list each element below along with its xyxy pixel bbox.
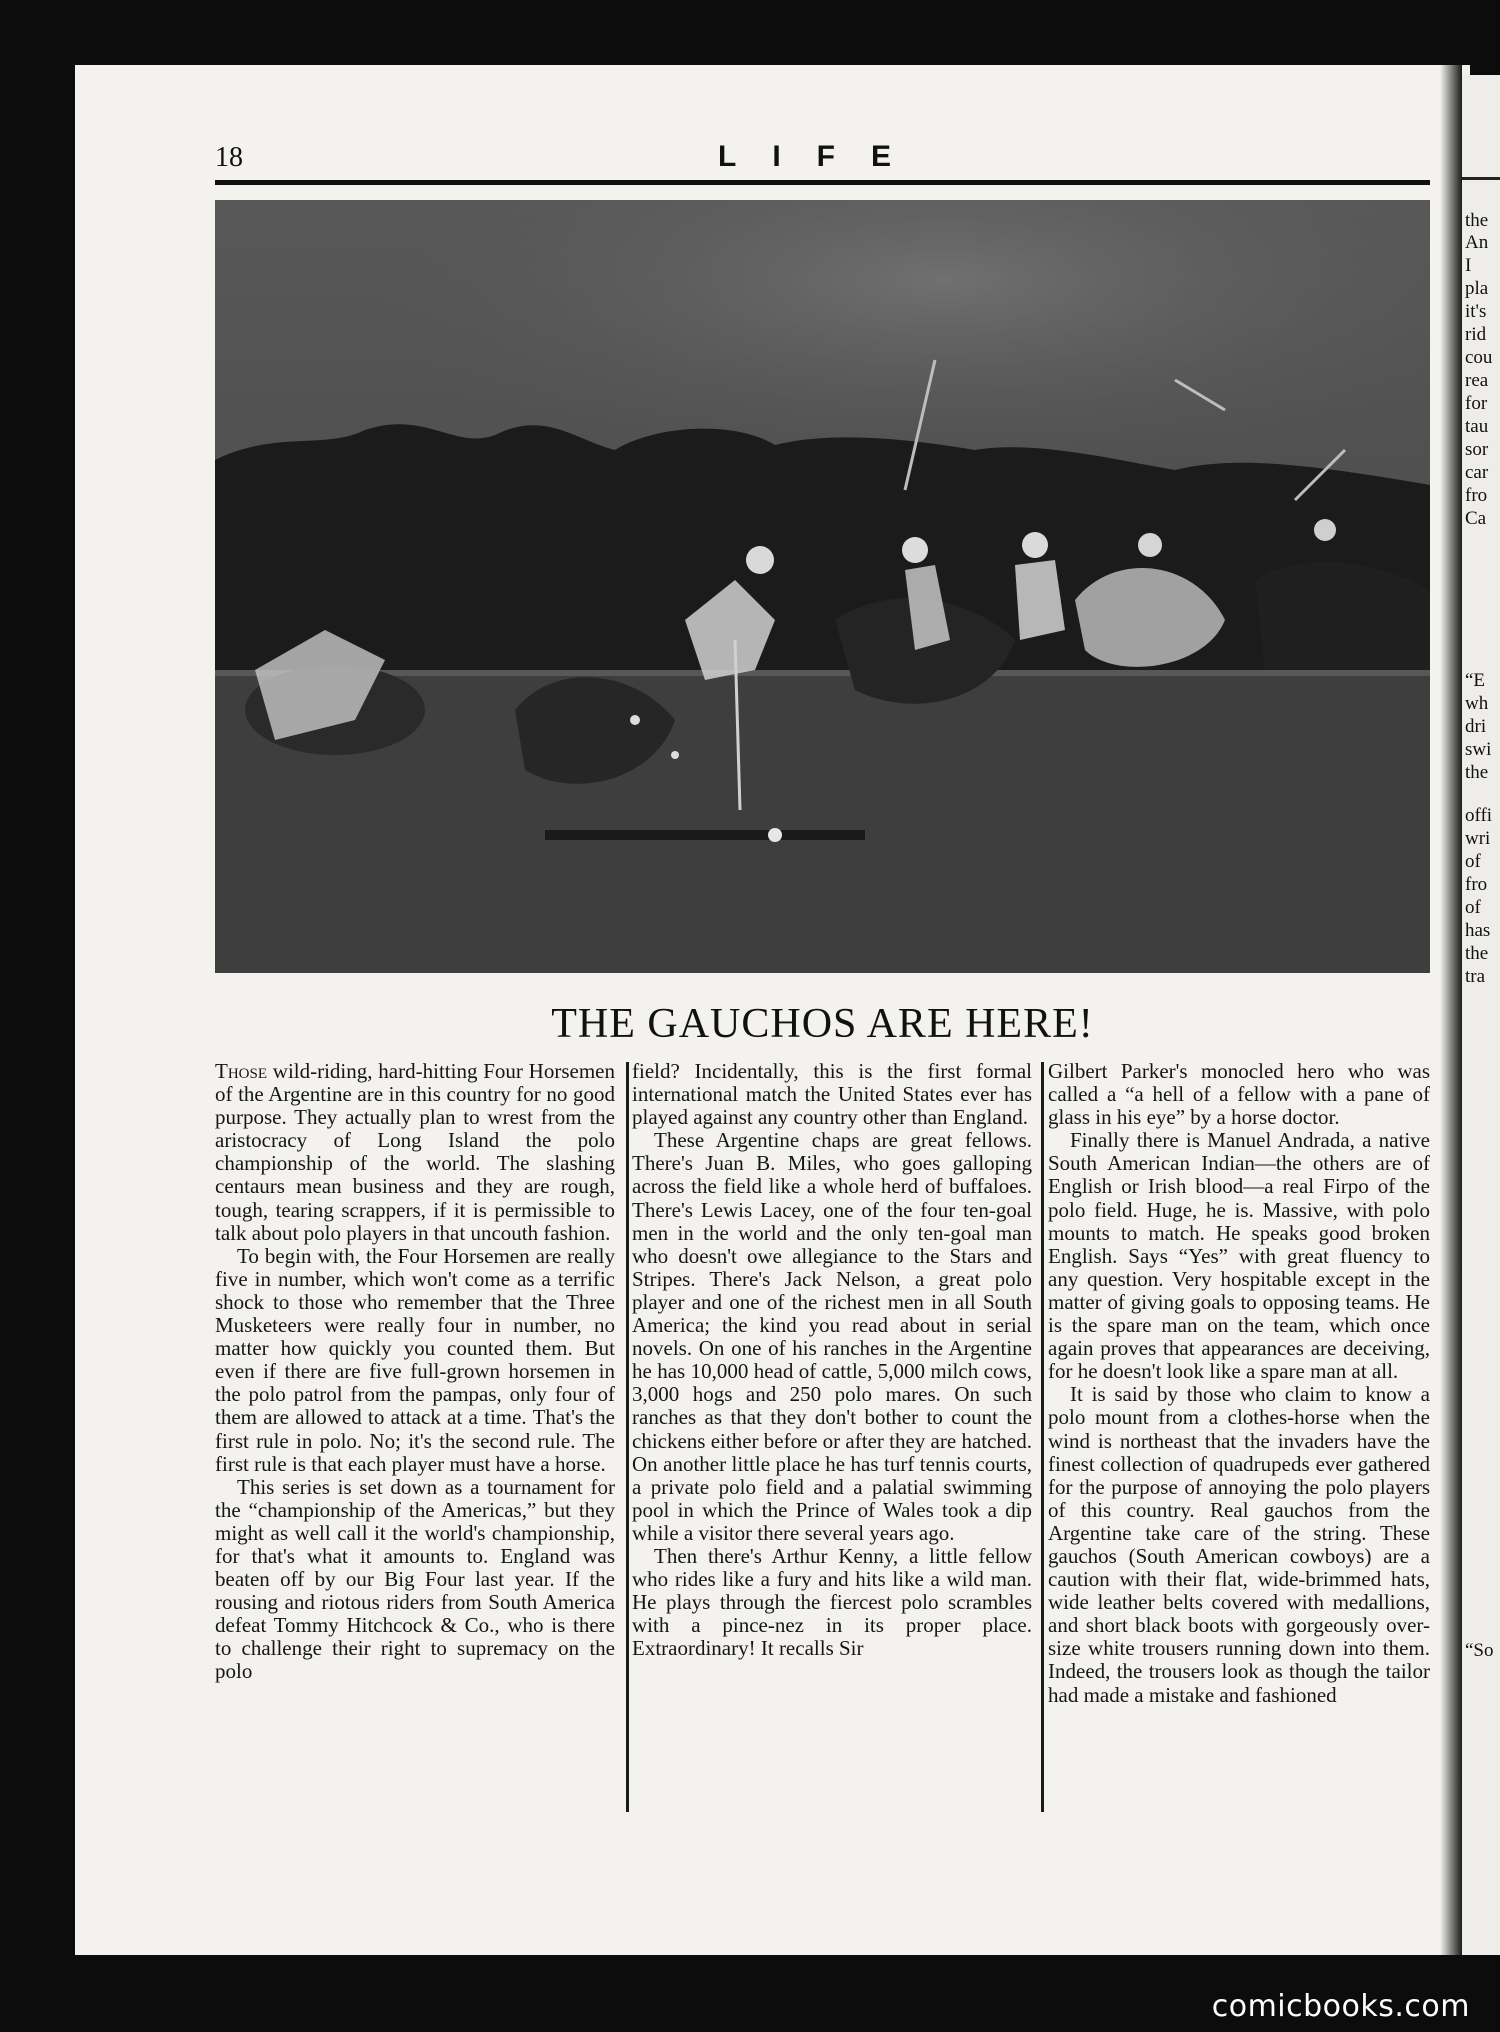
- adjacent-page-fragment: rid: [1465, 324, 1487, 345]
- adjacent-page-fragment: car: [1465, 462, 1489, 483]
- page-gutter: [1440, 65, 1462, 1955]
- adjacent-page-fragment: of: [1465, 851, 1481, 872]
- article-column-2: [632, 1060, 1032, 1660]
- page-number: 18: [215, 142, 243, 173]
- adjacent-page-fragment: wri: [1465, 828, 1491, 849]
- adjacent-page-fragment: the: [1465, 943, 1489, 964]
- article-paragraph: To begin with, the Four Horsemen are really five in number, which won't come as a terrific shock to those who remember that the Three Musketeers were really four in number, no matter how quickly you counted them. But even if there are five full-grown horsemen in the polo patrol from the pampas, only four of them are allowed to attack at a time. That's the first rule in polo. No; it's the second rule. The first rule is that each player must have a horse.: [215, 1243, 615, 1476]
- adjacent-page-fragment: of: [1465, 897, 1481, 918]
- column-divider: [1041, 1062, 1044, 1812]
- adjacent-page-rule: [1462, 177, 1500, 180]
- adjacent-page-fragment: wh: [1465, 693, 1489, 714]
- article-paragraph: [215, 1060, 615, 1245]
- adjacent-page-fragment: “So: [1465, 1640, 1494, 1661]
- adjacent-page-fragment: tra: [1465, 966, 1486, 987]
- adjacent-page-fragment: offi: [1465, 805, 1493, 826]
- magazine-title: LIFE: [718, 140, 927, 173]
- polo-players-illustration-icon: [215, 200, 1430, 973]
- header-rule: [215, 180, 1430, 185]
- adjacent-page-fragment: Ca: [1465, 508, 1487, 529]
- article-headline: THE GAUCHOS ARE HERE!: [551, 1001, 1094, 1047]
- adjacent-page-fragment: it's: [1465, 301, 1487, 322]
- adjacent-page-fragment: dri: [1465, 716, 1487, 737]
- article-paragraph: It is said by those who claim to know a polo mount from a clothes-horse when the wind is northeast that the invaders have the finest collection of quadrupeds ever gathered for the purpose of annoying the polo players of this country. Real gauchos from the Argentine take care of the string. These gauchos (South American cowboys) are a caution with their flat, wide-brimmed hats, wide leather belts covered with medallions, and short black boots with gorgeously over-size white trousers running down into them. Indeed, the trousers look as though the tailor had made a mistake and fashioned: [1048, 1382, 1430, 1707]
- adjacent-page-fragment: sor: [1465, 439, 1489, 460]
- page-header: [215, 142, 1430, 176]
- adjacent-page-fragment: the: [1465, 210, 1489, 231]
- article-paragraph: Finally there is Manuel Andrada, a native South American Indian—the others are of English or Irish blood—a real Firpo of the polo field. Huge, he is. Massive, with polo mounts to match. He speaks good broken English. Says “Yes” with great fluency to any question. Very hospitable except in the matter of giving goals to opposing teams. He is the spare man on the team, which once again proves that appearances are deceiving, for he doesn't look like a spare man at all.: [1048, 1128, 1430, 1384]
- adjacent-page-fragment: fro: [1465, 485, 1488, 506]
- adjacent-page-fragment: swi: [1465, 739, 1492, 760]
- adjacent-page-fragment: for: [1465, 393, 1488, 414]
- adjacent-page-fragment: “E: [1465, 670, 1486, 691]
- article-paragraph: This series is set down as a tournament for the “championship of the Americas,” but they might as well call it the world's championship, for that's what it amounts to. England was beaten off by our Big Four last year. If the rousing and riotous riders from South America defeat Tommy Hitchcock & Co., who is there to challenge their right to supremacy on the polo: [215, 1474, 615, 1684]
- column-divider: [626, 1062, 629, 1812]
- adjacent-page-strip: [1462, 75, 1500, 1955]
- adjacent-page-fragment: I: [1465, 255, 1472, 276]
- article-lead-word: Those: [215, 1059, 267, 1083]
- adjacent-page-fragment: An: [1465, 232, 1489, 253]
- adjacent-page-fragment: the: [1465, 762, 1489, 783]
- adjacent-page-fragment: rea: [1465, 370, 1489, 391]
- article-paragraph: These Argentine chaps are great fellows. There's Juan B. Miles, who goes galloping across the field like a whole herd of buffaloes. There's Lewis Lacey, one of the four ten-goal men in the world and the only ten-goal man who doesn't owe allegiance to the Stars and Stripes. There's Jack Nelson, a great polo player and one of the richest men in all South America; the kind you read about in serial novels. On one of his ranches in the Argentine he has 10,000 head of cattle, 5,000 milch cows, 3,000 hogs and 250 polo mares. On such ranches as that they don't bother to count the chickens either before or after they are hatched. On another little place he has turf tennis courts, a private polo field and a palatial swimming pool in which the Prince of Wales took a dip while a visitor there several years ago.: [632, 1128, 1032, 1545]
- adjacent-page-fragment: has: [1465, 920, 1491, 941]
- article-column-1: [215, 1060, 615, 1684]
- adjacent-page-fragment: fro: [1465, 874, 1488, 895]
- adjacent-page-fragment: tau: [1465, 416, 1489, 437]
- article-paragraph-text: wild-riding, hard-hitting Four Horsemen of the Argentine are in this country for no good purpose. They actually plan to wrest from the aristocracy of Long Island the polo championship of the world. The slashing centaurs mean business and they are rough, tough, tearing scrappers, if it is permissible to talk about polo players in that uncouth fashion.: [215, 1059, 615, 1245]
- article-paragraph: field? Incidentally, this is the first formal international match the United States ever has played against any country other than England.: [632, 1059, 1032, 1130]
- article-column-3: [1048, 1060, 1430, 1707]
- site-watermark: comicbooks.com: [1211, 1989, 1470, 2024]
- article-paragraph: Then there's Arthur Kenny, a little fellow who rides like a fury and hits like a wild man. He plays through the fiercest polo scrambles with a pince-nez in its proper place. Extraordinary! It recalls Sir: [632, 1543, 1032, 1661]
- article-paragraph: Gilbert Parker's monocled hero who was called a “a hell of a fellow with a pane of glass in his eye” by a horse doctor.: [1048, 1059, 1430, 1130]
- adjacent-page-fragment: pla: [1465, 278, 1489, 299]
- adjacent-page-fragment: cou: [1465, 347, 1493, 368]
